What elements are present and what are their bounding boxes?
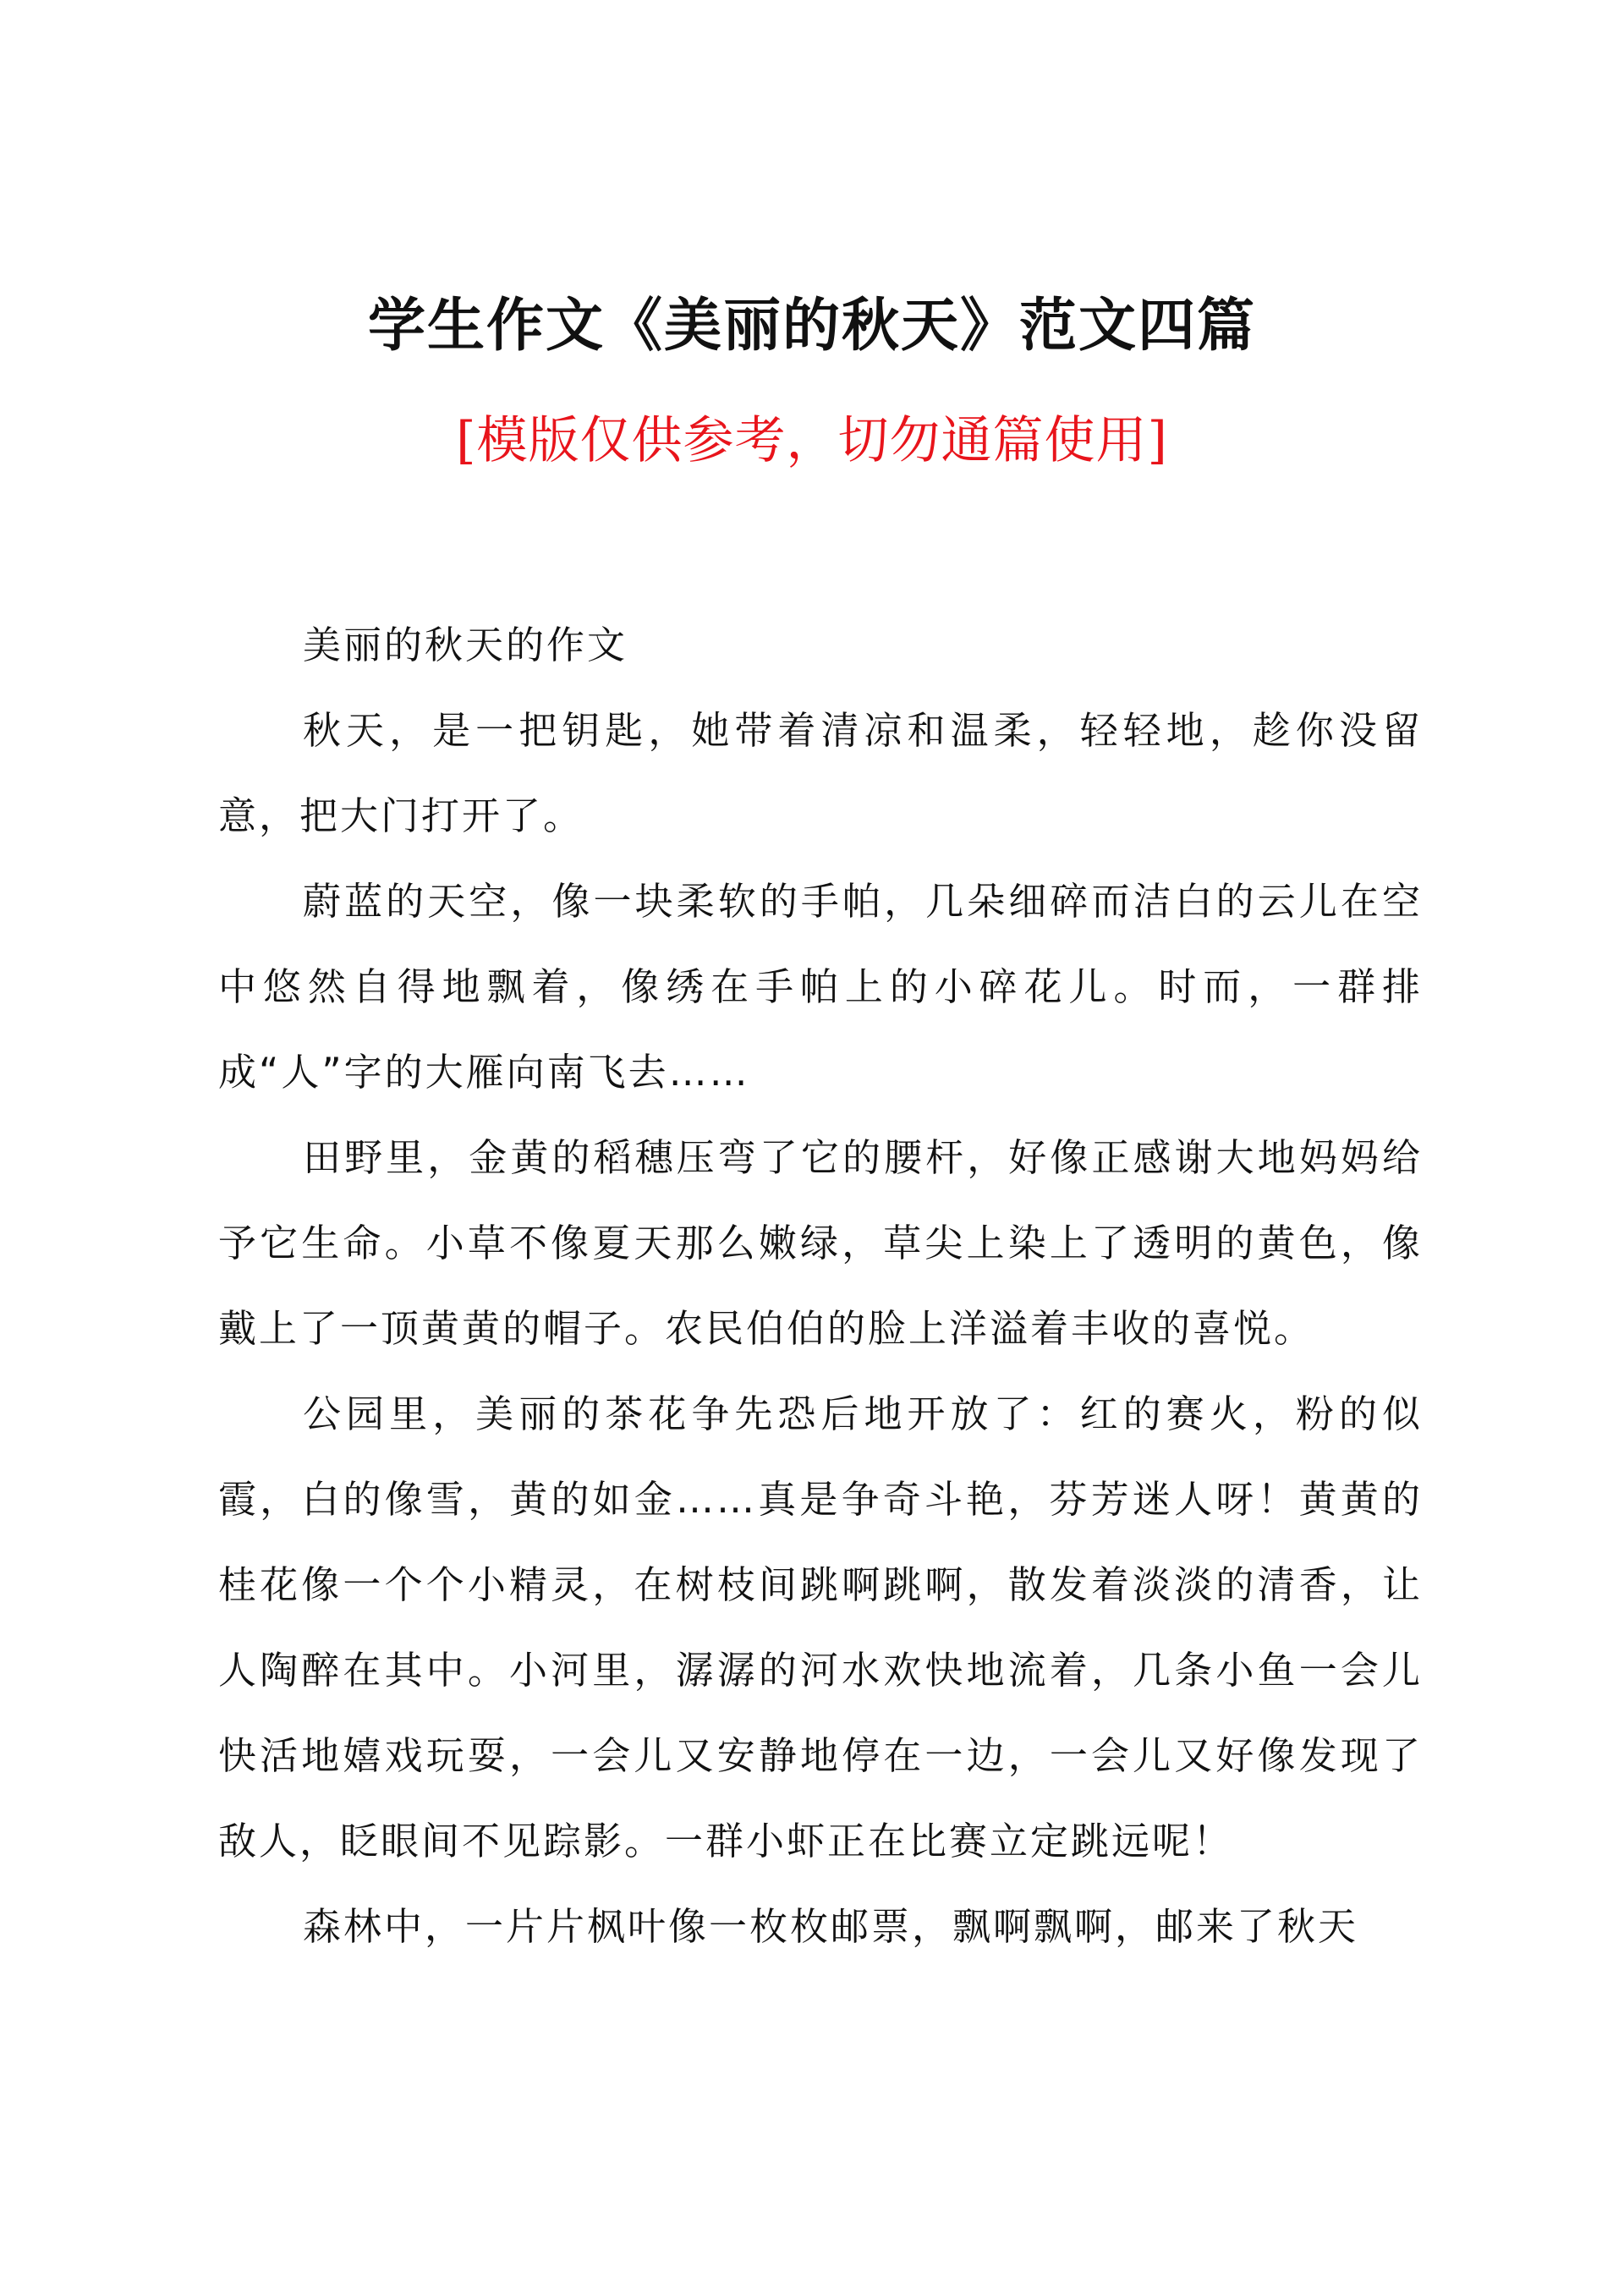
paragraph: 田野里，金黄的稻穗压弯了它的腰杆，好像正感谢大地妈妈给予它生命。小草不像夏天那么嫩绿，草尖上染上了透明的黄色，像戴上了一顶黄黄的帽子。农民伯伯的脸上洋溢着丰收的喜悦。 [218,1135,1423,1351]
paragraph: 蔚蓝的天空，像一块柔软的手帕，几朵细碎而洁白的云儿在空中悠然自得地飘着，像绣在手帕上的小碎花儿。时而，一群排成“人”字的大雁向南飞去…… [218,879,1423,1095]
essay-body [218,602,1423,1969]
document-title: 学生作文《美丽的秋天》范文四篇 [367,292,1256,359]
paragraph: 森林中，一片片枫叶像一枚枚邮票，飘啊飘啊，邮来了秋天 [303,1904,1359,1949]
paragraph: 公园里，美丽的茶花争先恐后地开放了：红的赛火，粉的似霞，白的像雪，黄的如金……真是争奇斗艳，芬芳迷人呀！黄黄的桂花像一个个小精灵，在树枝间跳啊跳啊，散发着淡淡的清香，让人陶醉在其中。小河里，潺潺的河水欢快地流着，几条小鱼一会儿快活地嬉戏玩耍，一会儿又安静地停在一边，一会儿又好像发现了敌人，眨眼间不见踪影。一群小虾正在比赛立定跳远呢！ [218,1391,1423,1863]
paragraph: 秋天，是一把钥匙，她带着清凉和温柔，轻轻地，趁你没留意，把大门打开了。 [218,708,1423,838]
template-notice: [模版仅供参考，切勿通篇使用] [456,411,1168,470]
essay-heading: 美丽的秋天的作文 [303,623,628,667]
